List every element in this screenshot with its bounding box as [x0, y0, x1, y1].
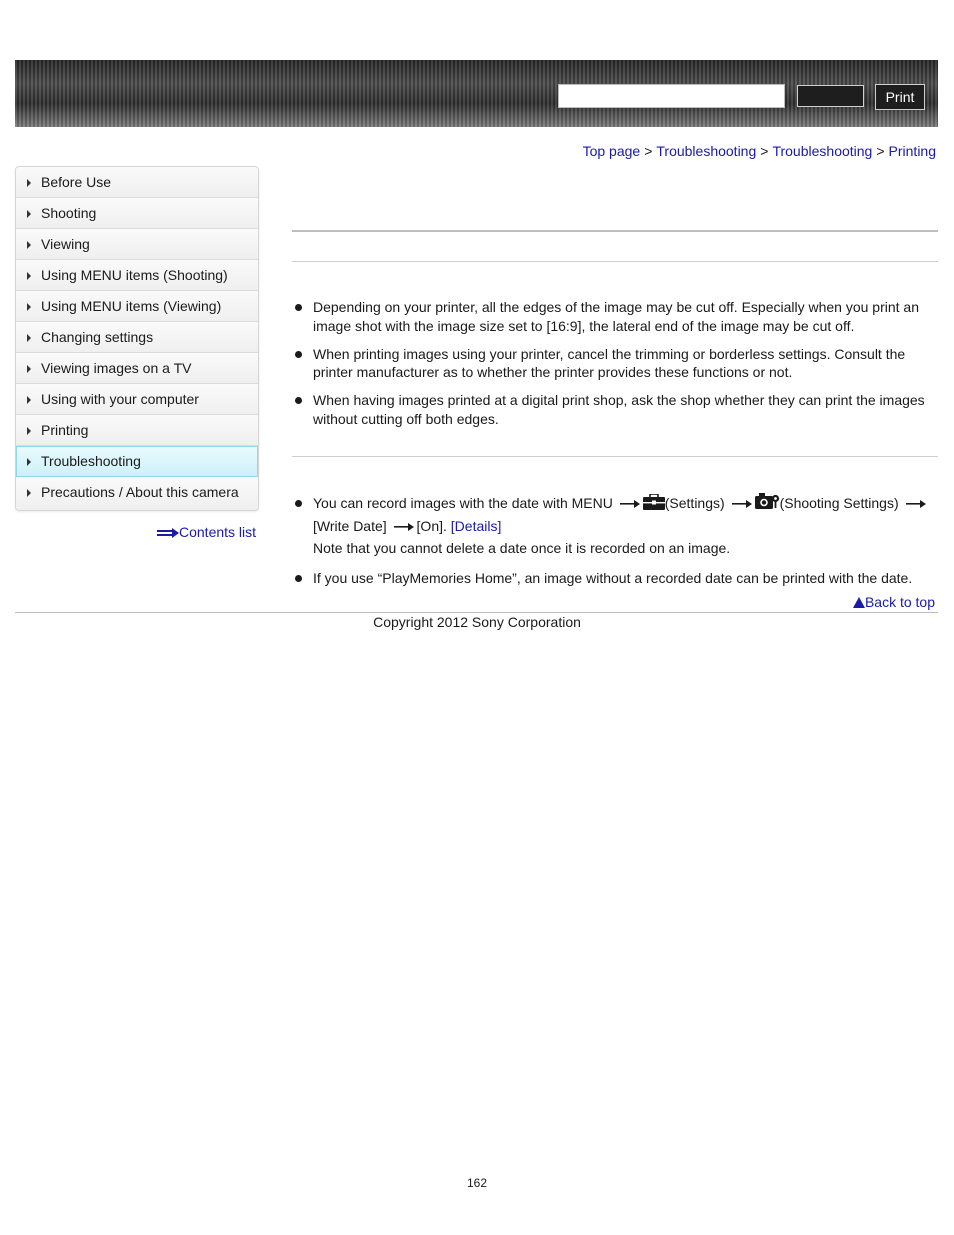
- sidebar-item-shooting[interactable]: [16, 198, 258, 229]
- list-item-text: When printing images using your printer, cancel the trimming or borderless settings. Consult the printer manufacturer as to whether the printer provides these functions or not.: [313, 345, 906, 380]
- double-arrow-right-icon: [157, 528, 179, 538]
- breadcrumb-troubleshooting-2[interactable]: Troubleshooting: [772, 143, 873, 159]
- sidebar-item-label: Shooting: [41, 205, 97, 221]
- sidebar-item-label: Viewing: [41, 236, 90, 252]
- list-item-text: If you use “PlayMemories Home”, an image without a recorded date can be printed with the date.: [313, 570, 913, 586]
- list-item: [295, 391, 935, 428]
- bullet-icon: [295, 397, 302, 404]
- note-text: Note that you cannot delete a date once it is recorded on an image.: [313, 540, 731, 556]
- triangle-right-icon: [27, 458, 31, 466]
- sidebar-item-label: Precautions / About this camera: [41, 484, 239, 500]
- page-number: 162: [466, 1176, 488, 1190]
- triangle-up-icon: [853, 597, 865, 608]
- sidebar-item-printing[interactable]: [16, 415, 258, 446]
- sidebar-item-menu-shooting[interactable]: [16, 260, 258, 291]
- section-title-rule: [292, 230, 938, 232]
- header-bar: [15, 60, 938, 127]
- on-label: [On].: [416, 517, 447, 534]
- list-item: [295, 492, 935, 560]
- sidebar-item-label: Viewing images on a TV: [41, 360, 192, 376]
- section-divider: [292, 261, 938, 262]
- bullet-list-date: [295, 492, 935, 597]
- bullet-list-edges: [295, 298, 935, 438]
- contents-list-label[interactable]: Contents list: [179, 524, 257, 540]
- search-button[interactable]: [797, 85, 864, 107]
- sidebar-item-troubleshooting[interactable]: [16, 446, 258, 477]
- back-to-top-label[interactable]: Back to top: [864, 594, 935, 610]
- sidebar-item-label: Using MENU items (Shooting): [41, 267, 228, 283]
- triangle-right-icon: [27, 272, 31, 280]
- write-date-label: [Write Date]: [313, 517, 387, 534]
- sidebar-item-before-use[interactable]: [16, 167, 258, 198]
- list-item-text: Depending on your printer, all the edges of the image may be cut off. Especially when you print an image shot with the image size set to [16:9], the lateral end of the image may be cut off.: [313, 299, 919, 334]
- sidebar-item-changing-settings[interactable]: [16, 322, 258, 353]
- long-arrow-right-icon: [394, 523, 414, 531]
- triangle-right-icon: [27, 334, 31, 342]
- camera-gear-icon: [755, 493, 780, 510]
- long-arrow-right-icon: [732, 500, 752, 508]
- list-item-text: You can record images with the date with MENU: [313, 495, 613, 511]
- sidebar-item-label: Before Use: [41, 174, 112, 190]
- list-item: [295, 569, 935, 588]
- section-divider: [292, 456, 938, 457]
- breadcrumb: [583, 143, 936, 159]
- footer-divider: [15, 612, 938, 613]
- triangle-right-icon: [27, 210, 31, 218]
- sidebar-item-label: Troubleshooting: [41, 453, 141, 469]
- breadcrumb-printing[interactable]: Printing: [888, 143, 936, 159]
- list-item: [295, 298, 935, 335]
- contents-list-link[interactable]: [157, 524, 256, 540]
- details-link[interactable]: [Details]: [450, 517, 502, 534]
- triangle-right-icon: [27, 427, 31, 435]
- long-arrow-right-icon: [620, 500, 640, 508]
- breadcrumb-separator: >: [644, 143, 653, 159]
- list-item-text: When having images printed at a digital print shop, ask the shop whether they can print the images without cutting off both edges.: [313, 392, 925, 427]
- sidebar-item-menu-viewing[interactable]: [16, 291, 258, 322]
- copyright-text: Copyright 2012 Sony Corporation: [373, 614, 581, 630]
- triangle-right-icon: [27, 303, 31, 311]
- triangle-right-icon: [27, 241, 31, 249]
- list-item: [295, 345, 935, 382]
- sidebar-item-precautions[interactable]: [16, 477, 258, 510]
- shooting-settings-label: (Shooting Settings): [779, 495, 899, 511]
- sidebar-item-label: Using with your computer: [41, 391, 199, 407]
- breadcrumb-separator: >: [760, 143, 769, 159]
- settings-label: (Settings): [664, 495, 725, 511]
- bullet-icon: [295, 500, 302, 507]
- breadcrumb-troubleshooting-1[interactable]: Troubleshooting: [656, 143, 757, 159]
- sidebar-nav: [15, 166, 259, 511]
- sidebar-item-label: Using MENU items (Viewing): [41, 298, 222, 314]
- breadcrumb-separator: >: [876, 143, 885, 159]
- bullet-icon: [295, 575, 302, 582]
- sidebar-item-label: Changing settings: [41, 329, 154, 345]
- bullet-icon: [295, 304, 302, 311]
- toolbox-icon: [643, 494, 665, 510]
- sidebar-item-computer[interactable]: [16, 384, 258, 415]
- bullet-icon: [295, 351, 302, 358]
- sidebar-item-viewing[interactable]: [16, 229, 258, 260]
- print-button[interactable]: Print: [875, 84, 925, 110]
- sidebar-item-viewing-tv[interactable]: [16, 353, 258, 384]
- triangle-right-icon: [27, 179, 31, 187]
- search-input[interactable]: [558, 84, 785, 108]
- breadcrumb-top-page[interactable]: Top page: [582, 143, 641, 159]
- long-arrow-right-icon: [906, 500, 926, 508]
- back-to-top-link[interactable]: [853, 594, 935, 610]
- triangle-right-icon: [27, 489, 31, 497]
- triangle-right-icon: [27, 365, 31, 373]
- triangle-right-icon: [27, 396, 31, 404]
- sidebar-item-label: Printing: [41, 422, 89, 438]
